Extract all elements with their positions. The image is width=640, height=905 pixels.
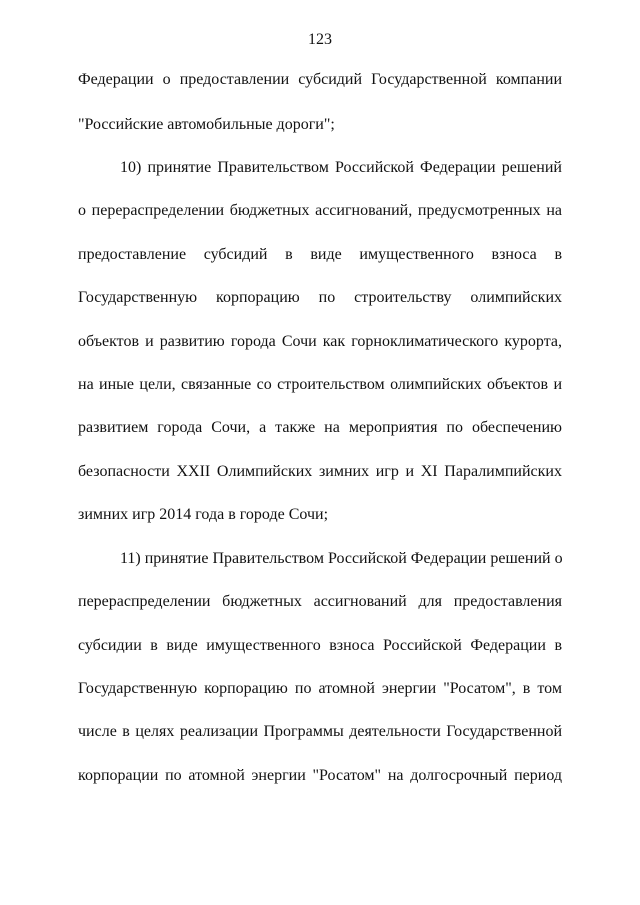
page-number: 123 bbox=[308, 31, 332, 48]
text-line: развитием города Сочи, а также на мероприятия по обеспечению bbox=[78, 419, 562, 436]
text-line: перераспределении бюджетных ассигнований для предоставления bbox=[78, 593, 562, 610]
text-line: Государственную корпорацию по атомной энергии "Росатом", в том bbox=[78, 680, 562, 697]
text-line: корпорации по атомной энергии "Росатом" на долгосрочный период bbox=[78, 767, 562, 784]
text-line: 11) принятие Правительством Российской Федерации решений о bbox=[120, 550, 563, 567]
text-line: о перераспределении бюджетных ассигнований, предусмотренных на bbox=[78, 202, 562, 219]
text-line: на иные цели, связанные со строительством олимпийских объектов и bbox=[78, 376, 562, 393]
text-line: "Российские автомобильные дороги"; bbox=[78, 116, 335, 133]
text-line: предоставление субсидий в виде имущественного взноса в bbox=[78, 246, 562, 263]
text-line: безопасности XXII Олимпийских зимних игр и XI Паралимпийских bbox=[78, 463, 562, 480]
text-line: объектов и развитию города Сочи как горноклиматического курорта, bbox=[78, 333, 562, 350]
text-line: Федерации о предоставлении субсидий Государственной компании bbox=[78, 71, 562, 88]
text-line: 10) принятие Правительством Российской Федерации решений bbox=[120, 159, 562, 176]
text-line: числе в целях реализации Программы деятельности Государственной bbox=[78, 723, 562, 740]
text-line: Государственную корпорацию по строительству олимпийских bbox=[78, 289, 562, 306]
text-line: зимних игр 2014 года в городе Сочи; bbox=[78, 506, 329, 523]
text-line: субсидии в виде имущественного взноса Российской Федерации в bbox=[78, 637, 562, 654]
